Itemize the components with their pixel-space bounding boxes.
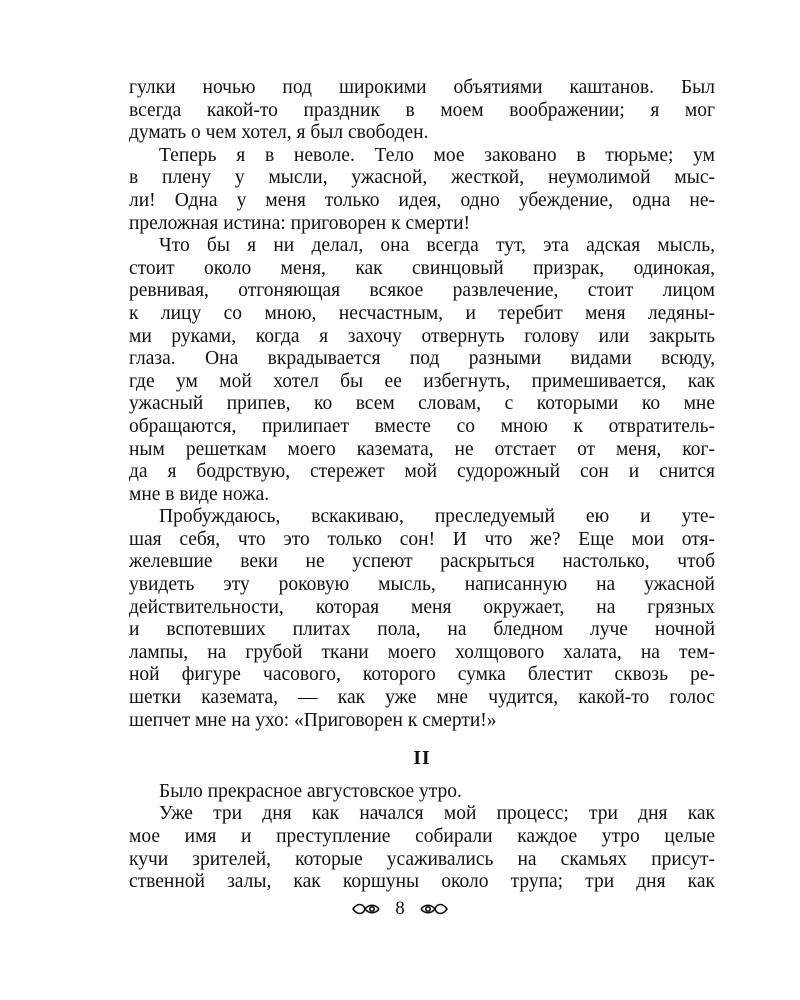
text-line: ной фигуре часового, которого сумка блестит сквозь ре- <box>129 664 715 686</box>
text-line: глаза. Она вкрадывается под разными видами всюду, <box>129 348 715 370</box>
text-line: к лицу со мною, несчастным, и теребит меня ледяны- <box>129 302 715 324</box>
text-line: гулки ночью под широкими объятиями каштанов. Был <box>129 77 715 98</box>
paragraph-6 <box>129 803 715 893</box>
text-line: кучи зрителей, которые усаживались на скамьях присут- <box>129 848 715 870</box>
paragraph-4 <box>129 506 715 732</box>
text-line: ужасный припев, ко всем словам, с которыми ко мне <box>129 393 715 415</box>
text-line: Что бы я ни делал, она всегда тут, эта адская мысль, <box>159 235 715 257</box>
text-line: Пробуждаюсь, вскакиваю, преследуемый ею и уте- <box>159 506 715 528</box>
page-number: 8 <box>395 898 405 919</box>
text-line: Было прекрасное августовское утро. <box>159 780 462 802</box>
right-fleuron-icon <box>419 899 449 919</box>
text-line: стоит около меня, как свинцовый призрак, одинокая, <box>129 257 715 279</box>
text-line: ми руками, когда я захочу отвернуть голову или закрыть <box>129 325 715 347</box>
text-line: мое имя и преступление собирали каждое утро целые <box>129 826 715 847</box>
text-line: где ум мой хотел бы ее избегнуть, примешивается, как <box>129 370 715 392</box>
text-line: мне в виде ножа. <box>129 483 270 505</box>
paragraph-3 <box>129 235 715 506</box>
text-line: Уже три дня как начался мой процесс; три дня как <box>159 803 715 825</box>
paragraph-1 <box>129 77 715 145</box>
text-line: Теперь я в неволе. Тело мое заковано в тюрьме; ум <box>159 144 715 166</box>
text-line: увидеть эту роковую мысль, написанную на ужасной <box>129 574 715 596</box>
text-line: ственной залы, как коршуны около трупа; три дня как <box>129 871 715 893</box>
text-line: шая себя, что это только сон! И что же? Еще мои отя- <box>129 528 715 550</box>
text-line: в плену у мысли, ужасной, жесткой, неумолимой мыс- <box>129 167 715 189</box>
page-footer <box>0 898 800 920</box>
text-line: шетки каземата, — как уже мне чудится, какой-то голос <box>129 687 715 709</box>
left-fleuron-icon <box>351 899 381 919</box>
book-page-text <box>129 77 715 894</box>
text-line: ревнивая, отгоняющая всякое развлечение, стоит лицом <box>129 280 715 302</box>
text-line: действительности, которая меня окружает, на грязных <box>129 596 715 618</box>
text-line: преложная истина: приговорен к смерти! <box>129 212 471 234</box>
text-line: ли! Одна у меня только идея, одно убеждение, одна не- <box>129 189 715 211</box>
text-line: желевшие веки не успеют раскрыться настолько, чтоб <box>129 551 715 573</box>
text-line: ным решеткам моего каземата, не отстает от меня, ког- <box>129 438 715 460</box>
text-line: и вспотевших плитах пола, на бледном луче ночной <box>129 619 715 641</box>
text-line: да я бодрствую, стережет мой судорожный сон и снится <box>129 461 715 483</box>
text-line: шепчет мне на ухо: «Приговорен к смерти!» <box>129 709 497 731</box>
paragraph-5 <box>129 781 715 804</box>
text-line: лампы, на грубой ткани моего холщового халата, на тем- <box>129 641 715 663</box>
chapter-heading: II <box>413 748 431 770</box>
text-line: всегда какой-то праздник в моем воображении; я мог <box>129 99 715 121</box>
paragraph-2 <box>129 145 715 235</box>
text-line: думать о чем хотел, я был свободен. <box>129 122 429 144</box>
text-line: обращаются, прилипает вместе со мною к отвратитель- <box>129 415 715 437</box>
